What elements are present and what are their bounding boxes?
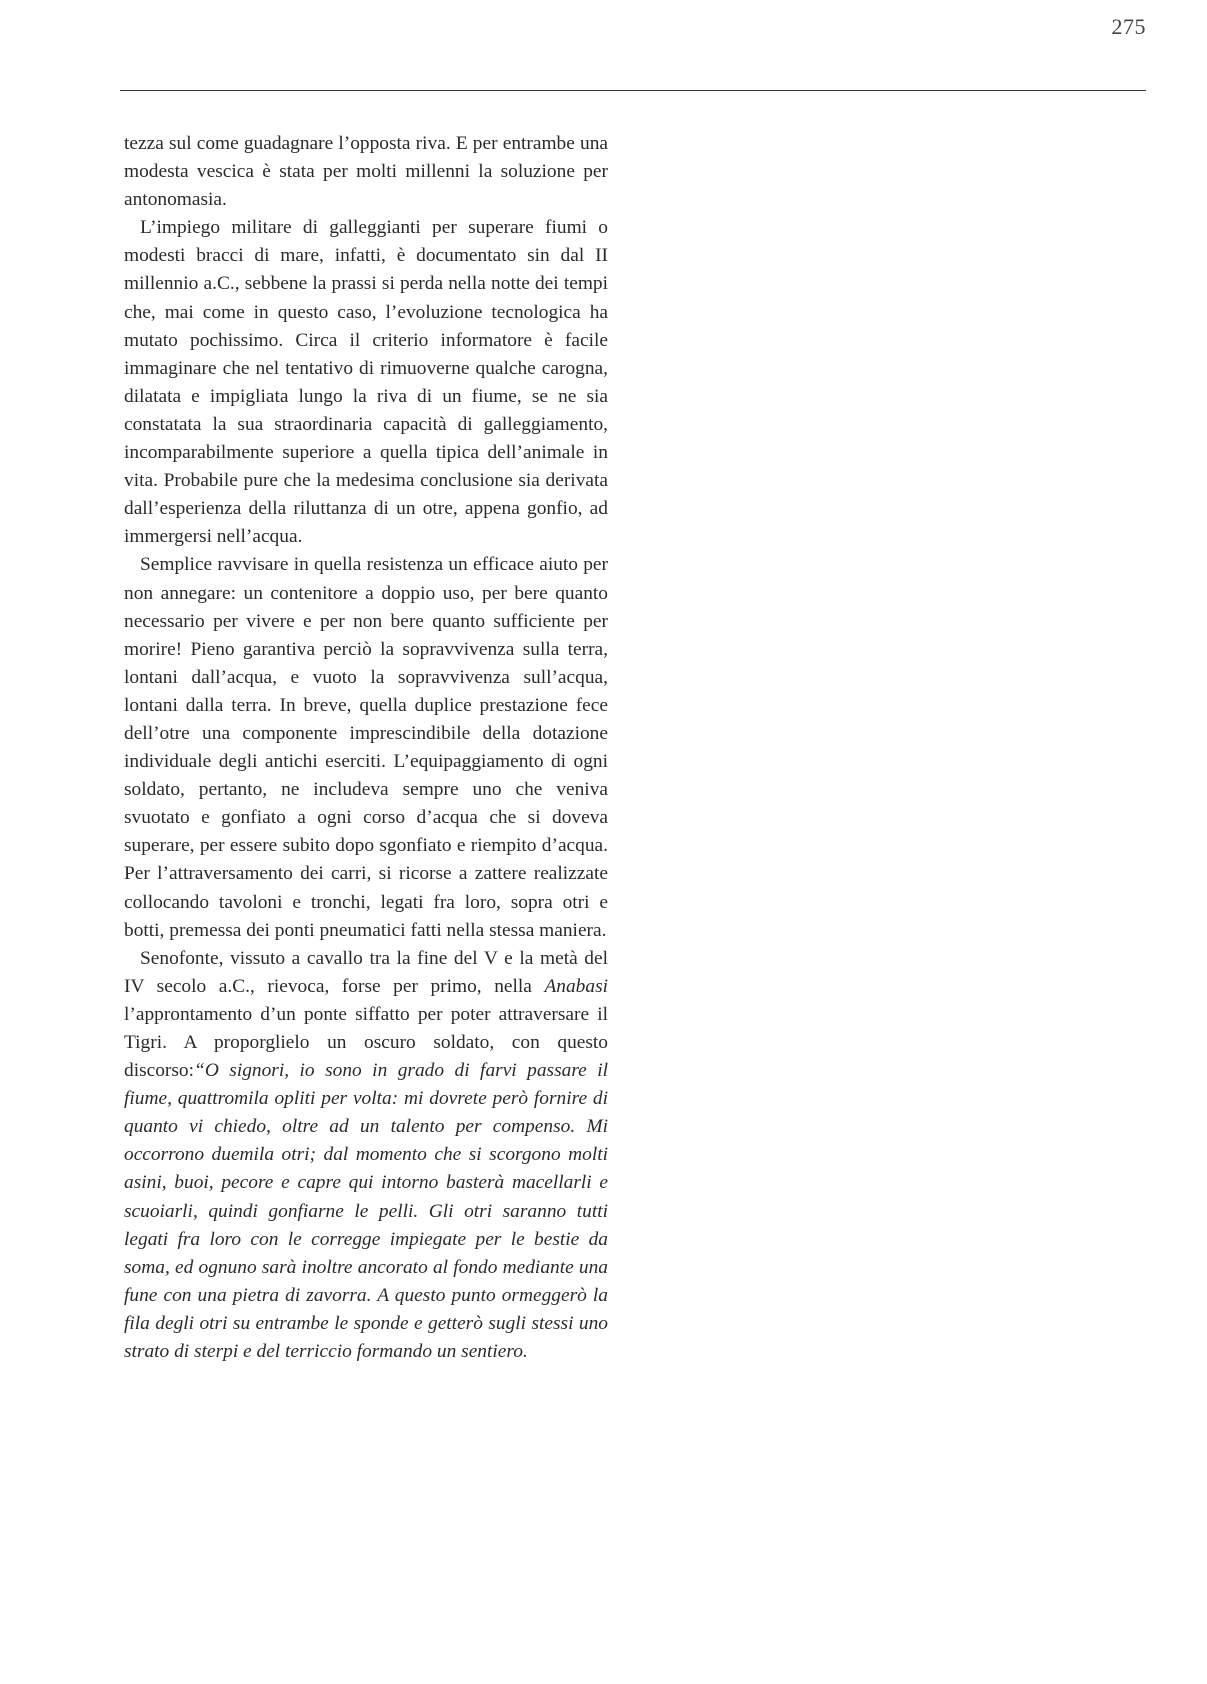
paragraph-2: L’impiego militare di galleggianti per superare fiumi o modesti bracci di mare, infatti, è documentato sin dal II millennio a.C., sebbene la prassi si perda nella notte dei tempi che, mai come in questo caso, l’evoluzione tecnologica ha mutato pochissimo. Circa il criterio informatore è facile immaginare che nel tentativo di rimuoverne qualche carogna, dilatata e impigliata lungo la riva di un fiume, se ne sia constatata la sua straordinaria capacità di galleggiamento, incomparabilmente superiore a quella tipica dell’animale in vita. Probabile pure che la medesima conclusione sia derivata dall’esperienza della riluttanza di un otre, appena gonfio, ad immergersi nell’acqua. [124, 217, 608, 548]
work-title-anabasi: Anabasi [544, 975, 608, 997]
header-rule [120, 90, 1146, 91]
text-column [124, 130, 608, 1366]
paragraph-1: tezza sul come guadagnare l’opposta riva. E per entrambe una modesta vescica è stata per molti millenni la soluzione per antonomasia. [124, 133, 608, 211]
paragraph-4-text-a: Senofonte, vissuto a cavallo tra la fine del V e la metà del IV secolo a.C., rievoca, forse per primo, nella [124, 947, 608, 997]
page-number: 275 [1111, 14, 1146, 39]
paragraph-4-text-b: l’approntamento d’un ponte siffatto per poter attraversare il Tigri. A proporglielo un oscuro soldato, con questo discorso: [124, 1003, 608, 1082]
paragraph-3: Semplice ravvisare in quella resistenza un efficace aiuto per non annegare: un contenitore a doppio uso, per bere quanto necessario per vivere e per non bere quanto sufficiente per morire! Pieno garantiva perciò la sopravvivenza sulla terra, lontani dall’acqua, e vuoto la sopravvivenza sull’acqua, lontani dalla terra. In breve, quella duplice prestazione fece dell’otre una componente imprescindibile della dotazione individuale degli antichi eserciti. L’equipaggiamento di ogni soldato, pertanto, ne includeva sempre uno che veniva svuotato e gonfiato a ogni corso d’acqua che si doveva superare, per essere subito dopo sgonfiato e riempito d’acqua. Per l’attraversamento dei carri, si ricorse a zattere realizzate collocando tavoloni e tronchi, legati fra loro, sopra otri e botti, premessa dei ponti pneumatici fatti nella stessa maniera. [124, 554, 608, 941]
paragraph-4 [124, 945, 608, 1366]
quoted-speech: “O signori, io sono in grado di farvi passare il fiume, quattromila opliti per volta: mi dovrete però fornire di quanto vi chiedo, oltre ad un talento per compenso. Mi occorrono duemila otri; dal momento che si scorgono molti asini, buoi, pecore e capre qui intorno basterà macellarli e scuoiarli, quindi gonfiarne le pelli. Gli otri saranno tutti legati fra loro con le corregge impiegate per le bestie da soma, ed ognuno sarà inoltre ancorato al fondo mediante una fune con una pietra di zavorra. A questo punto ormeggerò la fila degli otri su entrambe le sponde e getterò sugli stessi uno strato di sterpi e del terriccio formando un sentiero. [124, 1060, 608, 1363]
